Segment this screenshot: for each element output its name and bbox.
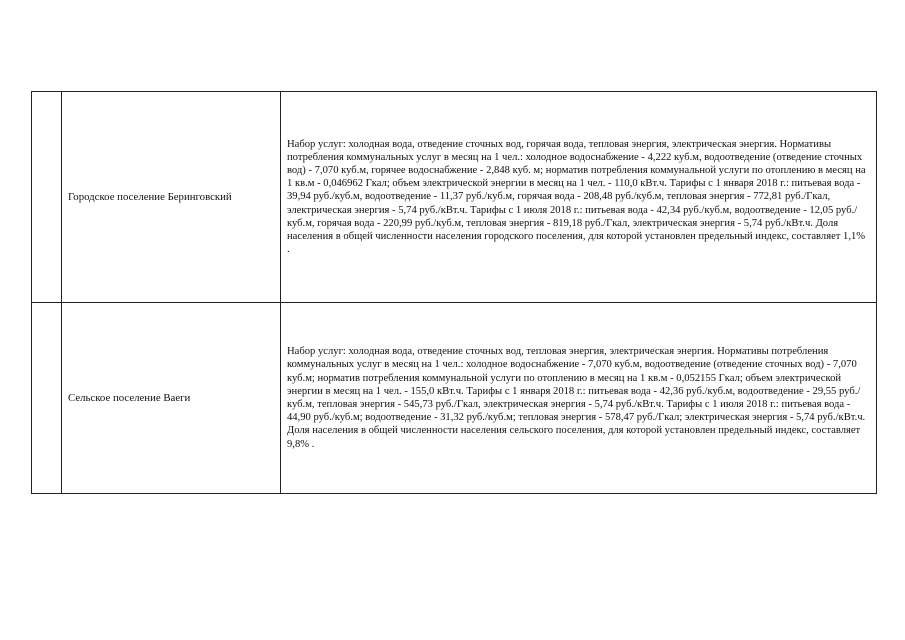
settlement-name-cell: Сельское поселение Ваеги [62, 303, 281, 494]
row-number-cell [32, 92, 62, 303]
table-row [32, 92, 877, 303]
row-number-cell [32, 303, 62, 494]
settlement-name-cell: Городское поселение Беринговский [62, 92, 281, 303]
settlement-description-cell: Набор услуг: холодная вода, отведение сточных вод, тепловая энергия, электрическая энергия. Нормативы потребления коммунальных услуг в месяц на 1 чел.: холодное водоснабжение - 7,070 куб.м, водоотведение (отведение сточных вод) - 7,070 куб.м; норматив потребления коммунальной услуги по отоплению в месяц на 1 кв.м - 0,052155 Гкал; объем электрической энергии в месяц на 1 чел. - 155,0 кВт.ч. Тарифы с 1 января 2018 г.: питьевая вода - 42,36 руб./куб.м, водоотведение - 29,55 руб./куб.м, тепловая энергия - 545,73 руб./Гкал, электрическая энергия - 5,74 руб./кВт.ч. Тарифы с 1 июля 2018 г.: питьевая вода - 44,90 руб./куб.м; водоотведение - 31,32 руб./куб.м; тепловая энергия - 578,47 руб./Гкал; электрическая энергия - 5,74 руб./кВт.ч. Доля населения в общей численности населения сельского поселения, для которой установлен предельный индекс, составляет 9,8% . [281, 303, 877, 494]
table-row [32, 303, 877, 494]
settlement-description-cell: Набор услуг: холодная вода, отведение сточных вод, горячая вода, тепловая энергия, электрическая энергия. Нормативы потребления коммунальных услуг в месяц на 1 чел.: холодное водоснабжение - 4,222 куб.м, водоотведение (отведение сточных вод) - 7,070 куб.м, горячее водоснабжение - 2,848 куб. м; норматив потребления коммунальной услуги по отоплению в месяц на 1 кв.м - 0,046962 Гкал; объем электрической энергии в месяц на 1 чел. - 110,0 кВт.ч. Тарифы с 1 января 2018 г.: питьевая вода - 39,94 руб./куб.м, водоотведение - 11,37 руб./куб.м, горячая вода - 208,48 руб./куб.м, тепловая энергия - 772,81 руб./Гкал, электрическая энергия - 5,74 руб./кВт.ч. Тарифы с 1 июля 2018 г.: питьевая вода - 42,34 руб./куб.м, водоотведение - 12,05 руб./куб.м, горячая вода - 220,99 руб./куб.м, тепловая энергия - 819,18 руб./Гкал, электрическая энергия - 5,74 руб./кВт.ч. Доля населения в общей численности населения городского поселения, для которой установлен предельный индекс, составляет 1,1% . [281, 92, 877, 303]
settlements-table [31, 91, 877, 494]
